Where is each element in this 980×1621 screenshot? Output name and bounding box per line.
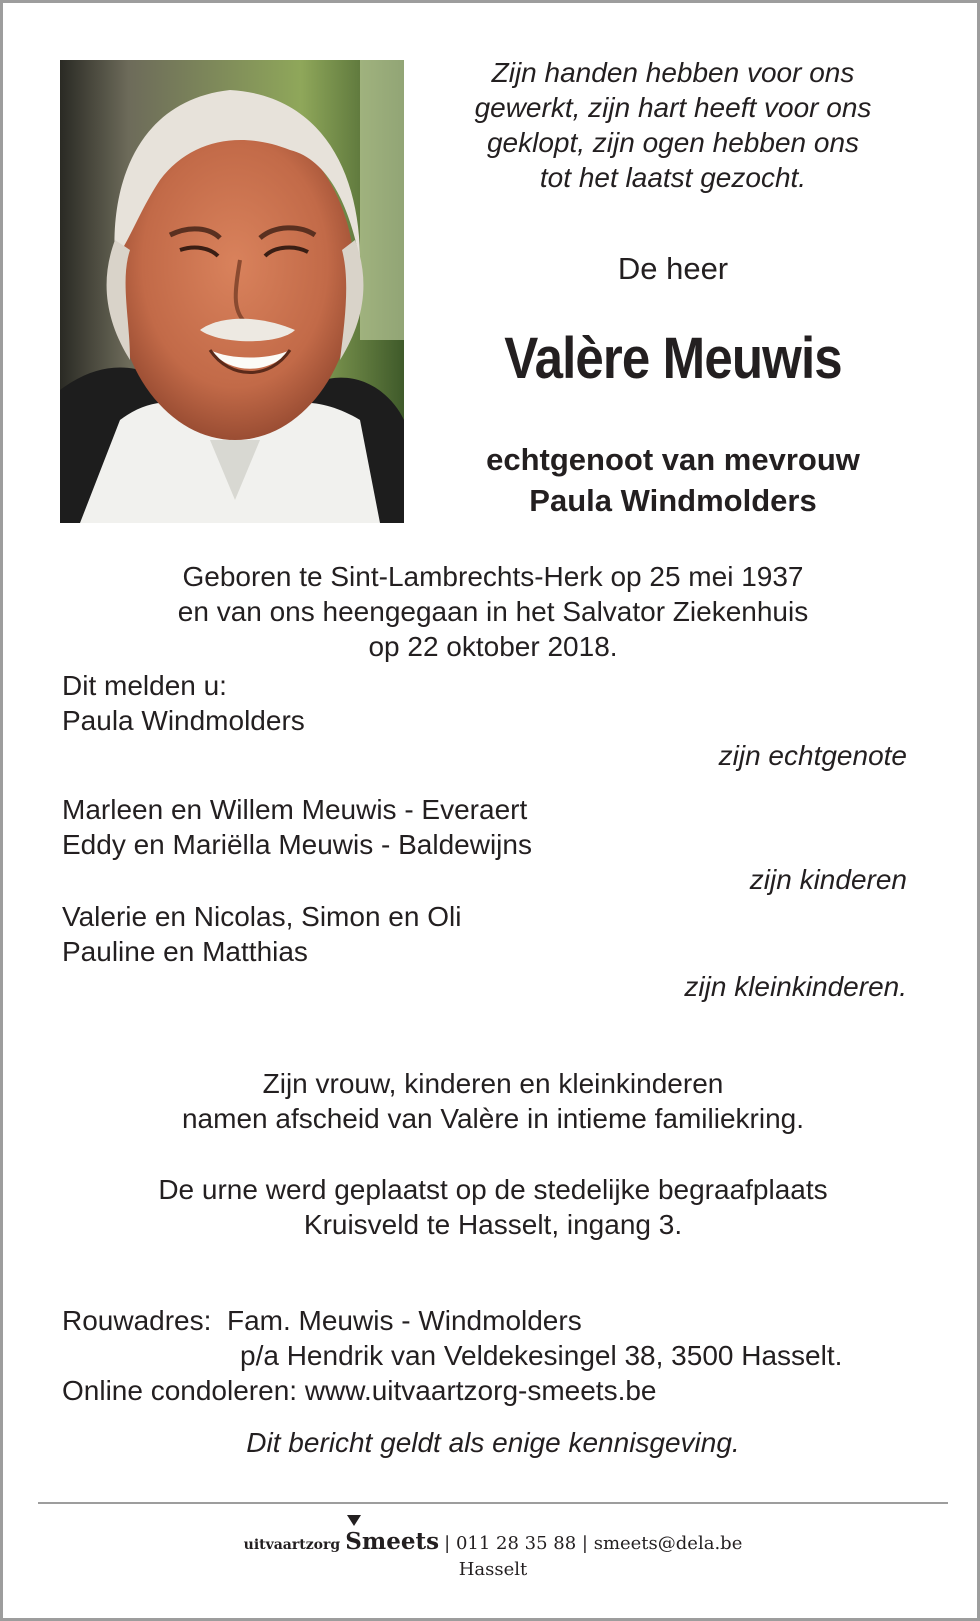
- urn-line: Kruisveld te Hasselt, ingang 3.: [303, 1209, 683, 1240]
- spouse-name: Paula Windmolders: [62, 705, 305, 736]
- grandchild-line: Valerie en Nicolas, Simon en Oli: [62, 901, 462, 932]
- online-condolence: Online condoleren: www.uitvaartzorg-smeets.be: [62, 1375, 657, 1406]
- intro-text: Dit melden u:: [62, 670, 227, 701]
- spouse-role: zijn echtgenote: [718, 740, 907, 771]
- urn-line: De urne werd geplaatst op de stedelijke begraafplaats: [158, 1174, 828, 1205]
- funeral-home-footer: [3, 1528, 980, 1580]
- grandchildren-role: zijn kleinkinderen.: [684, 971, 907, 1002]
- address-family: Fam. Meuwis - Windmolders: [226, 1305, 582, 1336]
- grandchild-line: Pauline en Matthias: [62, 936, 308, 967]
- farewell-line: namen afscheid van Valère in intieme familiekring.: [181, 1103, 804, 1134]
- portrait-photo: [60, 60, 404, 523]
- birth-death-info: [43, 559, 943, 664]
- farewell-line: Zijn vrouw, kinderen en kleinkinderen: [262, 1068, 724, 1099]
- urn-text: [43, 1172, 943, 1242]
- mourning-address: [62, 1303, 842, 1408]
- spouse-line: echtgenoot van mevrouw: [486, 442, 860, 477]
- triangle-logo-icon: [347, 1515, 361, 1526]
- children-role: zijn kinderen: [749, 864, 907, 895]
- child-line: Marleen en Willem Meuwis - Everaert: [62, 794, 528, 825]
- address-line-2: p/a Hendrik van Veldekesingel 38, 3500 Hasselt.: [240, 1340, 843, 1371]
- child-line: Eddy en Mariëlla Meuwis - Baldewijns: [62, 829, 532, 860]
- honorific: De heer: [617, 251, 729, 286]
- address-line-1: [62, 1303, 842, 1338]
- quote-line: Zijn handen hebben voor ons: [491, 57, 855, 88]
- spouse-block: [433, 439, 913, 521]
- birth-death-line: Geboren te Sint-Lambrechts-Herk op 25 mei 1937: [182, 561, 804, 592]
- contact-info: | 011 28 35 88 | smeets@dela.be: [444, 1533, 743, 1554]
- address-label: Rouwadres:: [62, 1305, 212, 1336]
- closing-note: Dit bericht geldt als enige kennisgeving.: [246, 1427, 740, 1458]
- quote-line: gewerkt, zijn hart heeft voor ons: [474, 92, 872, 123]
- brand-big: Smeets: [345, 1528, 440, 1555]
- children-list: [62, 792, 532, 862]
- brand-small: uitvaartzorg: [243, 1537, 341, 1553]
- birth-death-line: en van ons heengegaan in het Salvator Ziekenhuis: [177, 596, 809, 627]
- announcers-intro: [62, 668, 305, 738]
- quote-line: tot het laatst gezocht.: [539, 162, 807, 193]
- memorial-quote: [433, 55, 913, 195]
- brand-logo: [345, 1528, 439, 1555]
- footer-divider: [38, 1502, 948, 1504]
- grandchildren-list: [62, 899, 461, 969]
- quote-line: geklopt, zijn ogen hebben ons: [486, 127, 860, 158]
- deceased-name: Valère Meuwis: [504, 326, 842, 391]
- farewell-text: [43, 1066, 943, 1136]
- birth-death-line: op 22 oktober 2018.: [368, 631, 618, 662]
- footer-city: Hasselt: [458, 1559, 528, 1580]
- spouse-line: Paula Windmolders: [529, 483, 817, 518]
